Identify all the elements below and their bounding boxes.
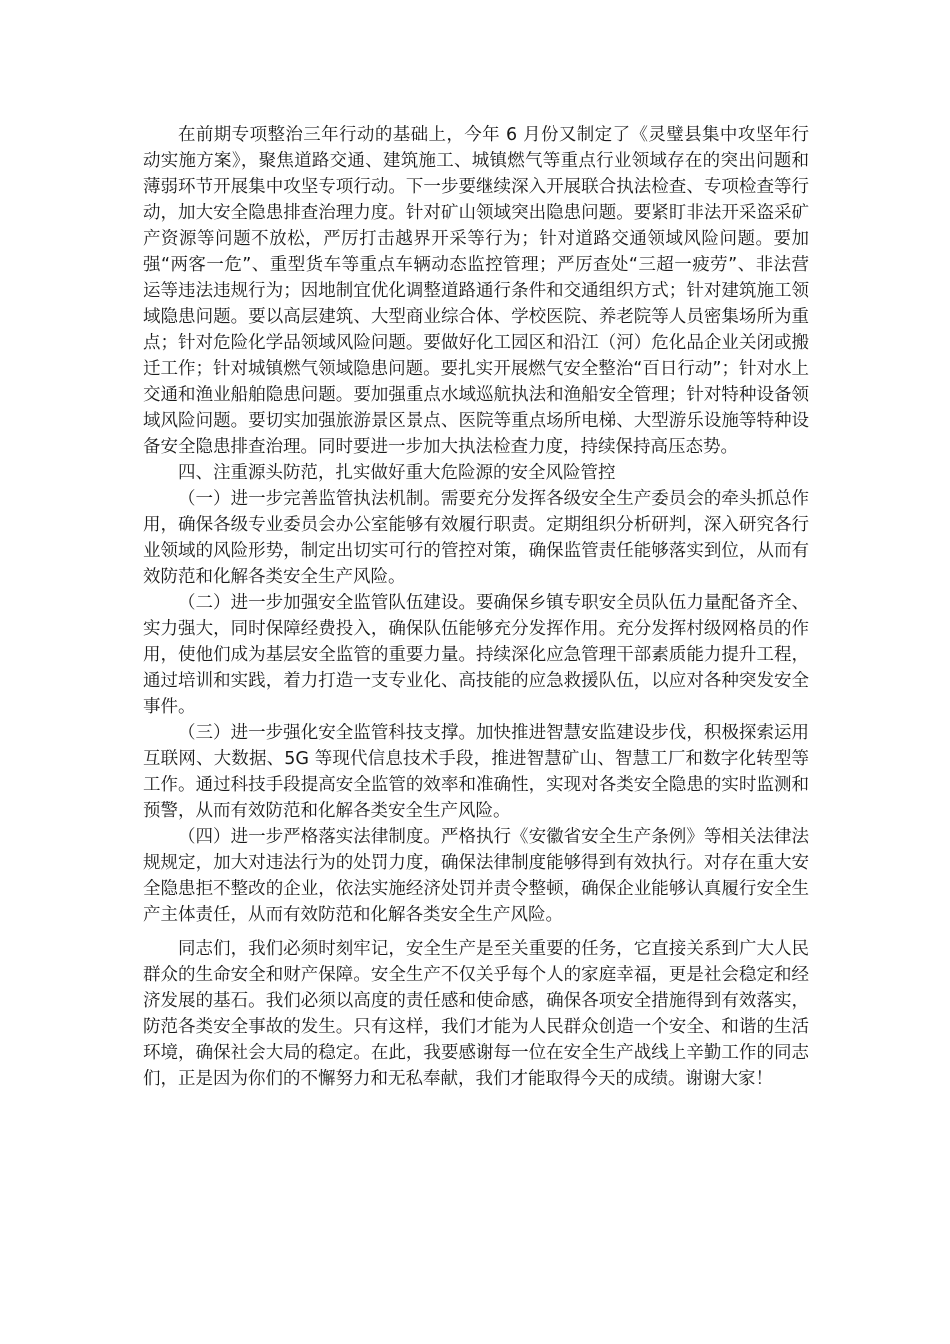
paragraph-closing: 同志们，我们必须时刻牢记，安全生产是至关重要的任务，它直接关系到广大人民群众的生命安全和财产保障。安全生产不仅关乎每个人的家庭幸福，更是社会稳定和经济发展的基石。我们必须以高度的责任感和使命感，确保各项安全措施得到有效落实，防范各类安全事故的发生。只有这样，我们才能为人民群众创造一个安全、和谐的生活环境，确保社会大局的稳定。在此，我要感谢每一位在安全生产战线上辛勤工作的同志们，正是因为你们的不懈努力和无私奉献，我们才能取得今天的成绩。谢谢大家！: [143, 939, 809, 1089]
paragraph-item-three: （三）进一步强化安全监管科技支撑。加快推进智慧安监建设步伐，积极探索运用互联网、大数据、5G 等现代信息技术手段，推进智慧矿山、智慧工厂和数字化转型等工作。通过科技手段提高安全监管的效率和准确性，实现对各类安全隐患的实时监测和预警，从而有效防范和化解各类安全生产风险。: [143, 723, 809, 821]
paragraph-item-two: （二）进一步加强安全监管队伍建设。要确保乡镇专职安全员队伍力量配备齐全、实力强大，同时保障经费投入，确保队伍能够充分发挥作用。充分发挥村级网格员的作用，使他们成为基层安全监管的重要力量。持续深化应急管理干部素质能力提升工程，通过培训和实践，着力打造一支专业化、高技能的应急救援队伍，以应对各种突发安全事件。: [143, 593, 809, 717]
paragraph-item-four: （四）进一步严格落实法律制度。严格执行《安徽省安全生产条例》等相关法律法规规定，加大对违法行为的处罚力度，确保法律制度能够得到有效执行。对存在重大安全隐患拒不整改的企业，依法实施经济处罚并责令整顿，确保企业能够认真履行安全生产主体责任，从而有效防范和化解各类安全生产风险。: [143, 827, 809, 925]
document-page: [143, 122, 809, 1092]
section-heading-four: 四、注重源头防范，扎实做好重大危险源的安全风险管控: [178, 463, 616, 483]
paragraph-item-one: （一）进一步完善监管执法机制。需要充分发挥各级安全生产委员会的牵头抓总作用，确保各级专业委员会办公室能够有效履行职责。定期组织分析研判，深入研究各行业领域的风险形势，制定出切实可行的管控对策，确保监管责任能够落实到位，从而有效防范和化解各类安全生产风险。: [143, 489, 809, 587]
paragraph-inspection-actions: 在前期专项整治三年行动的基础上，今年 6 月份又制定了《灵璧县集中攻坚年行动实施方案》，聚焦道路交通、建筑施工、城镇燃气等重点行业领域存在的突出问题和薄弱环节开展集中攻坚专项行动。下一步要继续深入开展联合执法检查、专项检查等行动，加大安全隐患排查治理力度。针对矿山领域突出隐患问题。要紧盯非法开采盗采矿产资源等问题不放松，严厉打击越界开采等行为；针对道路交通领域风险问题。要加强“两客一危”、重型货车等重点车辆动态监控管理；严厉查处“三超一疲劳”、非法营运等违法违规行为；因地制宜优化调整道路通行条件和交通组织方式；针对建筑施工领域隐患问题。要以高层建筑、大型商业综合体、学校医院、养老院等人员密集场所为重点；针对危险化学品领域风险问题。要做好化工园区和沿江（河）危化品企业关闭或搬迁工作；针对城镇燃气领域隐患问题。要扎实开展燃气安全整治“百日行动”；针对水上交通和渔业船舶隐患问题。要加强重点水域巡航执法和渔船安全管理；针对特种设备领域风险问题。要切实加强旅游景区景点、医院等重点场所电梯、大型游乐设施等特种设备安全隐患排查治理。同时要进一步加大执法检查力度，持续保持高压态势。: [143, 125, 809, 457]
